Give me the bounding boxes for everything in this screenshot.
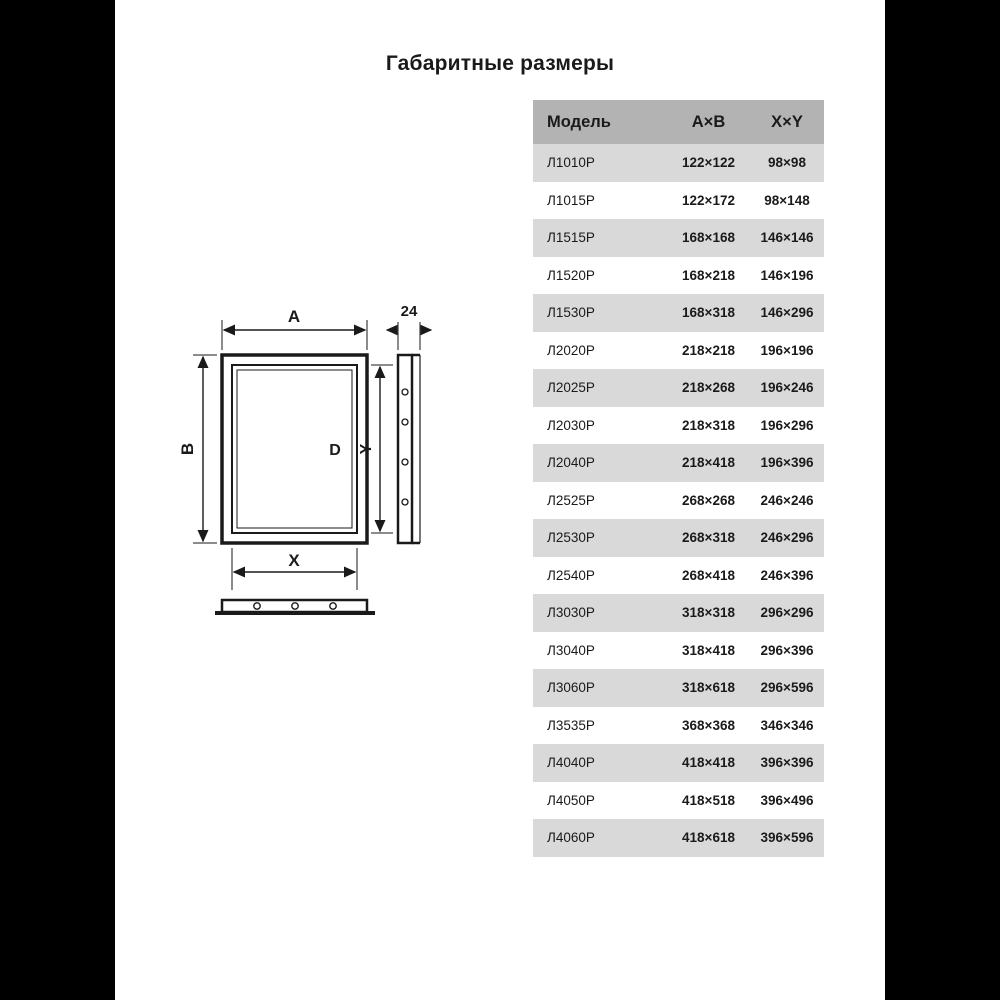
table-row — [533, 182, 824, 220]
cell-model: Л2030Р — [533, 407, 667, 445]
table-row — [533, 782, 824, 820]
cell-xy: 146×196 — [750, 257, 824, 295]
table-row — [533, 294, 824, 332]
table-row — [533, 482, 824, 520]
cell-model: Л3030Р — [533, 594, 667, 632]
cell-xy: 296×296 — [750, 594, 824, 632]
cell-ab: 318×418 — [667, 632, 750, 670]
table-row — [533, 819, 824, 857]
cell-xy: 296×596 — [750, 669, 824, 707]
label-thickness: 24 — [400, 303, 418, 320]
table-row — [533, 594, 824, 632]
cell-xy: 396×596 — [750, 819, 824, 857]
table-row — [533, 557, 824, 595]
label-d: D — [329, 442, 341, 459]
cell-ab: 168×218 — [667, 257, 750, 295]
cell-model: Л3535Р — [533, 707, 667, 745]
table-row — [533, 707, 824, 745]
table-header-row — [533, 100, 824, 144]
cell-model: Л1520Р — [533, 257, 667, 295]
cell-xy: 296×396 — [750, 632, 824, 670]
table-row — [533, 669, 824, 707]
cell-xy: 146×296 — [750, 294, 824, 332]
table-row — [533, 444, 824, 482]
side-view-profile — [398, 355, 420, 543]
cell-xy: 98×148 — [750, 182, 824, 220]
cell-xy: 396×496 — [750, 782, 824, 820]
table-row — [533, 744, 824, 782]
label-x: X — [288, 551, 300, 570]
cell-xy: 196×196 — [750, 332, 824, 370]
page-title: Габаритные размеры — [385, 52, 615, 75]
cell-ab: 418×418 — [667, 744, 750, 782]
cell-xy: 396×396 — [750, 744, 824, 782]
table-row — [533, 257, 824, 295]
cell-ab: 122×172 — [667, 182, 750, 220]
cell-ab: 122×122 — [667, 144, 750, 182]
cell-ab: 168×318 — [667, 294, 750, 332]
dimensions-table-wrapper — [533, 100, 814, 857]
bottom-view — [215, 600, 375, 613]
cell-ab: 218×268 — [667, 369, 750, 407]
column-header-xy: X×Y — [750, 100, 824, 144]
cell-model: Л2525Р — [533, 482, 667, 520]
cell-ab: 218×218 — [667, 332, 750, 370]
table-row — [533, 219, 824, 257]
label-b: B — [178, 442, 197, 456]
cell-ab: 418×618 — [667, 819, 750, 857]
cell-ab: 368×368 — [667, 707, 750, 745]
cell-xy: 346×346 — [750, 707, 824, 745]
cell-ab: 268×318 — [667, 519, 750, 557]
cell-ab: 168×168 — [667, 219, 750, 257]
cell-model: Л2025Р — [533, 369, 667, 407]
table-row — [533, 519, 824, 557]
cell-xy: 246×396 — [750, 557, 824, 595]
cell-xy: 196×396 — [750, 444, 824, 482]
document-page — [115, 0, 885, 1000]
cell-model: Л2020Р — [533, 332, 667, 370]
dimension-thickness — [387, 322, 431, 350]
cell-xy: 196×296 — [750, 407, 824, 445]
cell-model: Л4050Р — [533, 782, 667, 820]
dimensions-table — [533, 100, 824, 857]
cell-xy: 246×246 — [750, 482, 824, 520]
table-row — [533, 369, 824, 407]
table-row — [533, 144, 824, 182]
table-body — [533, 144, 824, 857]
cell-model: Л1010Р — [533, 144, 667, 182]
cell-model: Л3040Р — [533, 632, 667, 670]
label-a: A — [287, 307, 301, 326]
column-header-ab: A×B — [667, 100, 750, 144]
cell-model: Л2530Р — [533, 519, 667, 557]
technical-drawing — [175, 300, 555, 680]
cell-model: Л1015Р — [533, 182, 667, 220]
label-y: Y — [358, 443, 375, 455]
cell-model: Л2540Р — [533, 557, 667, 595]
cell-model: Л4060Р — [533, 819, 667, 857]
cell-model: Л3060Р — [533, 669, 667, 707]
cell-ab: 218×418 — [667, 444, 750, 482]
front-view-outer-frame — [222, 355, 367, 543]
cell-model: Л1530Р — [533, 294, 667, 332]
cell-xy: 98×98 — [750, 144, 824, 182]
cell-xy: 246×296 — [750, 519, 824, 557]
cell-xy: 146×146 — [750, 219, 824, 257]
column-header-model: Модель — [533, 100, 667, 144]
cell-ab: 318×318 — [667, 594, 750, 632]
cell-ab: 268×268 — [667, 482, 750, 520]
cell-model: Л4040Р — [533, 744, 667, 782]
cell-ab: 218×318 — [667, 407, 750, 445]
cell-model: Л1515Р — [533, 219, 667, 257]
cell-ab: 418×518 — [667, 782, 750, 820]
table-row — [533, 407, 824, 445]
cell-xy: 196×246 — [750, 369, 824, 407]
table-row — [533, 332, 824, 370]
table-row — [533, 632, 824, 670]
cell-ab: 318×618 — [667, 669, 750, 707]
cell-model: Л2040Р — [533, 444, 667, 482]
cell-ab: 268×418 — [667, 557, 750, 595]
